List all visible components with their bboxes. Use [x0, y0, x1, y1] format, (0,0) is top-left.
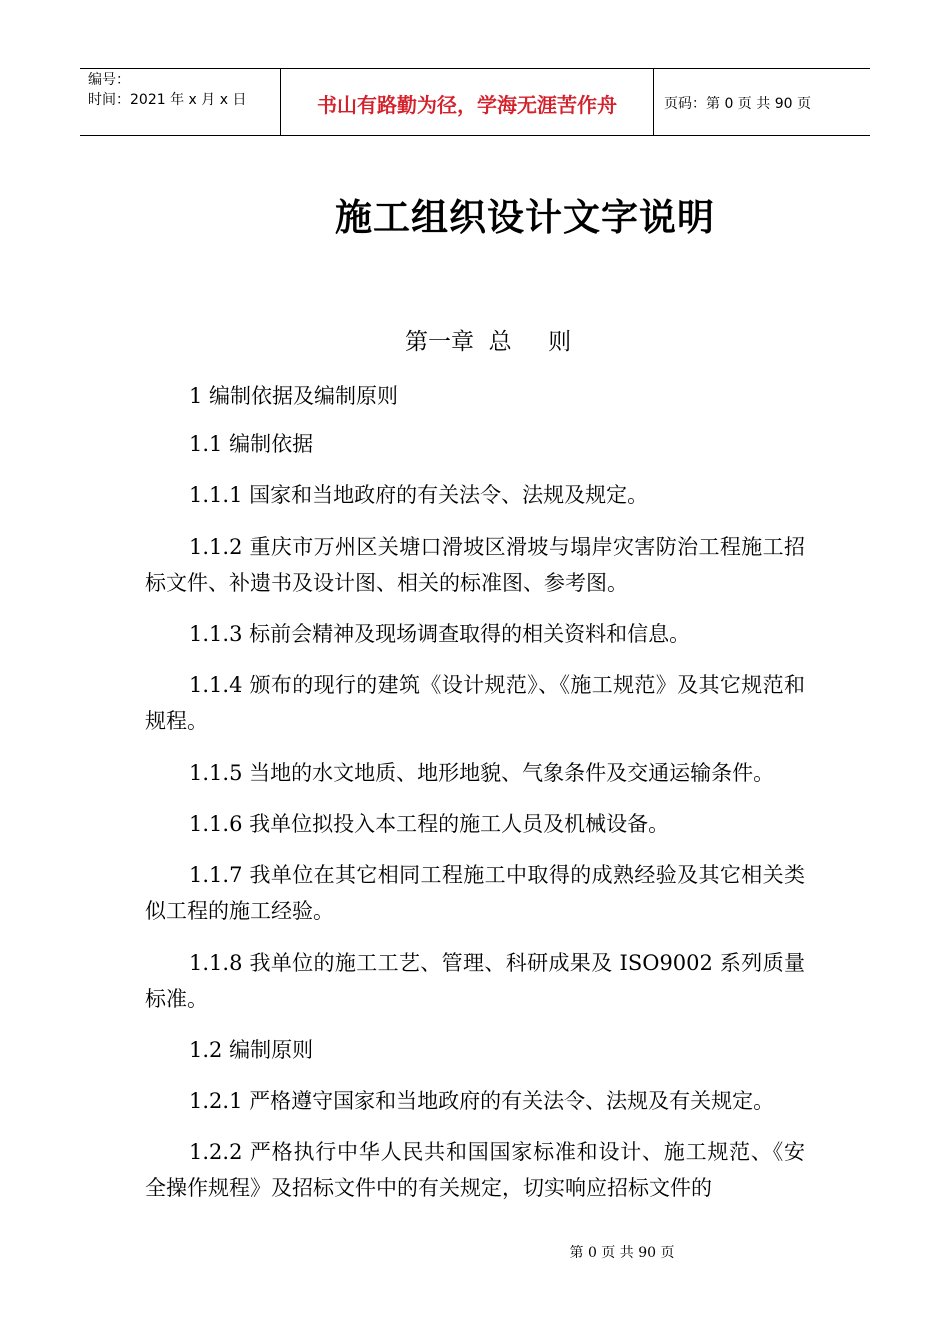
header-meta-cell [80, 69, 280, 135]
paragraph-1-1-5: 1.1.5 当地的水文地质、地形地貌、气象条件及交通运输条件。 [189, 761, 775, 785]
paragraph-1-2-2: 1.2.2 严格执行中华人民共和国国家标准和设计、施工规范、《安全操作规程》及招标文件中的有关规定，切实响应招标文件的 [145, 1140, 805, 1200]
document-date: 时间：2021 年 x 月 x 日 [88, 92, 247, 108]
paragraph-1-1-8: 1.1.8 我单位的施工工艺、管理、科研成果及 ISO9002 系列质量标准。 [145, 951, 805, 1011]
paragraph-1-1-4: 1.1.4 颁布的现行的建筑《设计规范》、《施工规范》及其它规范和规程。 [145, 673, 805, 733]
paragraph-section-1-1: 1.1 编制依据 [189, 432, 314, 456]
paragraph-1-1-7: 1.1.7 我单位在其它相同工程施工中取得的成熟经验及其它相关类似工程的施工经验。 [145, 863, 805, 923]
paragraph-1-1-2: 1.1.2 重庆市万州区关塘口滑坡区滑坡与塌岸灾害防治工程施工招标文件、补遗书及设计图、相关的标准图、参考图。 [145, 535, 805, 595]
paragraph-1-1-6: 1.1.6 我单位拟投入本工程的施工人员及机械设备。 [189, 812, 670, 836]
chapter-heading: 第一章 总 则 [405, 329, 572, 355]
document-title: 施工组织设计文字说明 [335, 196, 715, 239]
header-page-info: 页码：第 0 页 共 90 页 [664, 96, 811, 112]
paragraph-1-1-1: 1.1.1 国家和当地政府的有关法令、法规及规定。 [189, 483, 649, 507]
paragraph-1-2-1: 1.2.1 严格遵守国家和当地政府的有关法令、法规及有关规定。 [189, 1089, 775, 1113]
document-header [80, 68, 870, 136]
paragraph-1-1-3: 1.1.3 标前会精神及现场调查取得的相关资料和信息。 [189, 622, 691, 646]
page-footer: 第 0 页 共 90 页 [569, 1245, 675, 1261]
header-page-cell [654, 69, 870, 135]
header-motto-cell [280, 69, 654, 135]
header-motto: 书山有路勤为径，学海无涯苦作舟 [317, 93, 617, 117]
paragraph-section-1: 1 编制依据及编制原则 [189, 384, 399, 408]
paragraph-section-1-2: 1.2 编制原则 [189, 1038, 314, 1062]
document-code-label: 编号： [88, 72, 130, 88]
